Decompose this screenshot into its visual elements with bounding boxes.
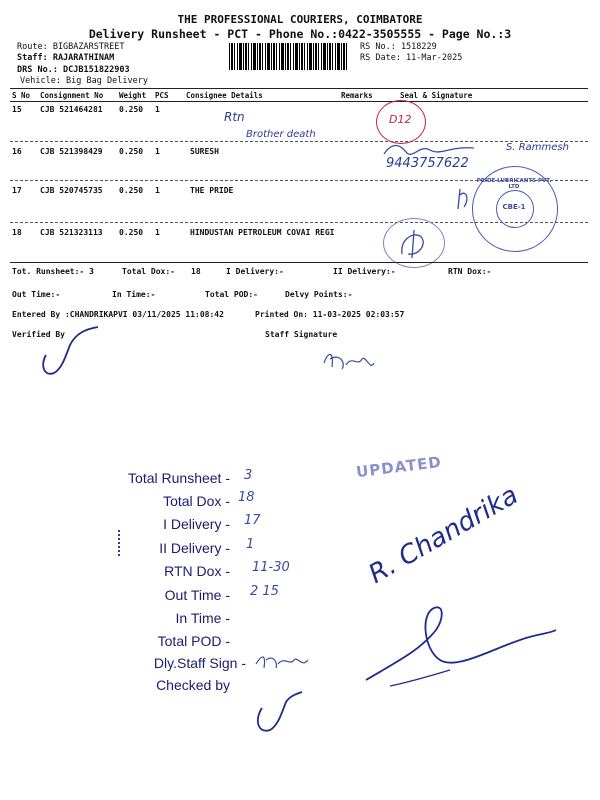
drs-label: DRS No.: DCJB151822903 [17,65,130,75]
summary-total-dox: Total Dox - [163,493,230,509]
dly-staff-signature-icon [252,648,312,672]
row17-pcs: 1 [155,186,160,195]
table-bottom-rule [10,262,588,263]
row16-consignee: SURESH [190,147,219,156]
row18-consignment: CJB 521323113 [40,228,103,237]
summary-out-time: Out Time - [164,587,230,603]
table-header-rule [10,101,588,102]
table-top-rule [10,88,588,89]
row15-weight: 0.250 [119,105,144,114]
delvy-points: Delvy Points:- [285,290,353,299]
row-divider [10,222,588,223]
row16-consignment: CJB 521398429 [40,147,103,156]
stamp-center: CBE-1 [502,203,526,211]
row15-consignment: CJB 521464281 [40,105,103,114]
col-weight: Weight [119,91,147,100]
large-signature-icon [360,590,560,700]
col-pcs: PCS [155,91,169,100]
row18-sno: 18 [12,228,22,237]
handwritten-phone: 9443757622 [386,156,469,171]
col-seal: Seal & Signature [400,91,473,100]
summary-staff-sign: Dly.Staff Sign - [153,655,246,671]
staff-signature-icon [318,345,378,375]
checked-by-signature-icon [248,690,308,738]
handwritten-d12: D12 [389,113,412,126]
row18-signature-icon [396,226,432,260]
out-time: Out Time:- [12,290,61,299]
row15-pcs: 1 [155,105,160,114]
handwritten-reason: Brother death [246,129,316,140]
row17-consignment: CJB 520745735 [40,186,103,195]
vehicle-label: Vehicle: Big Bag Delivery [20,76,148,86]
entered-by: Entered By :CHANDRIKAPVI 03/11/2025 11:08:42 [12,310,224,319]
in-time: In Time:- [112,290,156,299]
total-dox-value: 18 [191,267,201,276]
ii-delivery: II Delivery:- [333,267,396,276]
row16-pcs: 1 [155,147,160,156]
summary-ii-delivery: II Delivery - [159,540,230,556]
row16-weight: 0.250 [119,147,144,156]
col-sno: S No [12,91,31,100]
verified-by: Verified By [12,330,65,339]
summary-total-runsheet-value: 3 [244,468,253,483]
tot-runsheet: Tot. Runsheet:- 3 [12,267,94,276]
row17-weight: 0.250 [119,186,144,195]
summary-rtn-dox: RTN Dox - [164,563,230,579]
row16-sno: 16 [12,147,22,156]
summary-total-pod: Total POD - [157,633,230,649]
summary-total-dox-value: 18 [238,490,255,505]
row18-weight: 0.250 [119,228,144,237]
company-title: THE PROFESSIONAL COURIERS, COIMBATORE [177,13,423,26]
route-label: Route: BIGBAZARSTREET [17,42,125,52]
col-consignment: Consignment No [40,91,104,100]
summary-in-time: In Time - [175,610,230,626]
summary-ii-delivery-value: 1 [246,537,255,552]
row-divider [10,141,588,142]
handwritten-rtn: Rtn [224,110,245,124]
staff-signature-label: Staff Signature [265,330,338,339]
stamp-text: PRIDE LUBRICANTS PVT. LTD [476,178,552,190]
handwritten-signer: S. Rammesh [506,142,569,153]
summary-rtn-dox-value: 11-30 [252,560,290,575]
row17-sno: 17 [12,186,22,195]
updated-stamp: UPDATED [355,452,443,482]
staff-label: Staff: RAJARATHINAM [17,53,115,63]
verified-signature-icon [36,325,106,380]
total-pod: Total POD:- [205,290,258,299]
row17-consignee: THE PRIDE [190,186,234,195]
summary-i-delivery: I Delivery - [163,516,230,532]
rtn-dox: RTN Dox:- [448,267,492,276]
rs-date: RS Date: 11-Mar-2025 [360,53,463,63]
printed-on: Printed On: 11-03-2025 02:03:57 [255,310,405,319]
col-consignee: Consignee Details [186,91,263,100]
summary-margin-marks [118,530,128,556]
row18-pcs: 1 [155,228,160,237]
summary-checked-by: Checked by [156,677,230,693]
row17-signature-icon [452,185,478,213]
barcode [229,43,349,70]
rs-number: RS No.: 1518229 [360,42,437,52]
summary-out-time-value: 2 15 [250,584,279,599]
summary-total-runsheet: Total Runsheet - [128,470,230,486]
runsheet-subtitle: Delivery Runsheet - PCT - Phone No.:0422-3505555 - Page No.:3 [88,27,512,41]
i-delivery: I Delivery:- [226,267,284,276]
summary-i-delivery-value: 17 [244,513,261,528]
row15-sno: 15 [12,105,22,114]
chandrika-signature: R. Chandrika [363,480,524,590]
row18-consignee: HINDUSTAN PETROLEUM COVAI REGI [190,228,335,237]
col-remarks: Remarks [341,91,373,100]
total-dox-label: Total Dox:- [122,267,175,276]
